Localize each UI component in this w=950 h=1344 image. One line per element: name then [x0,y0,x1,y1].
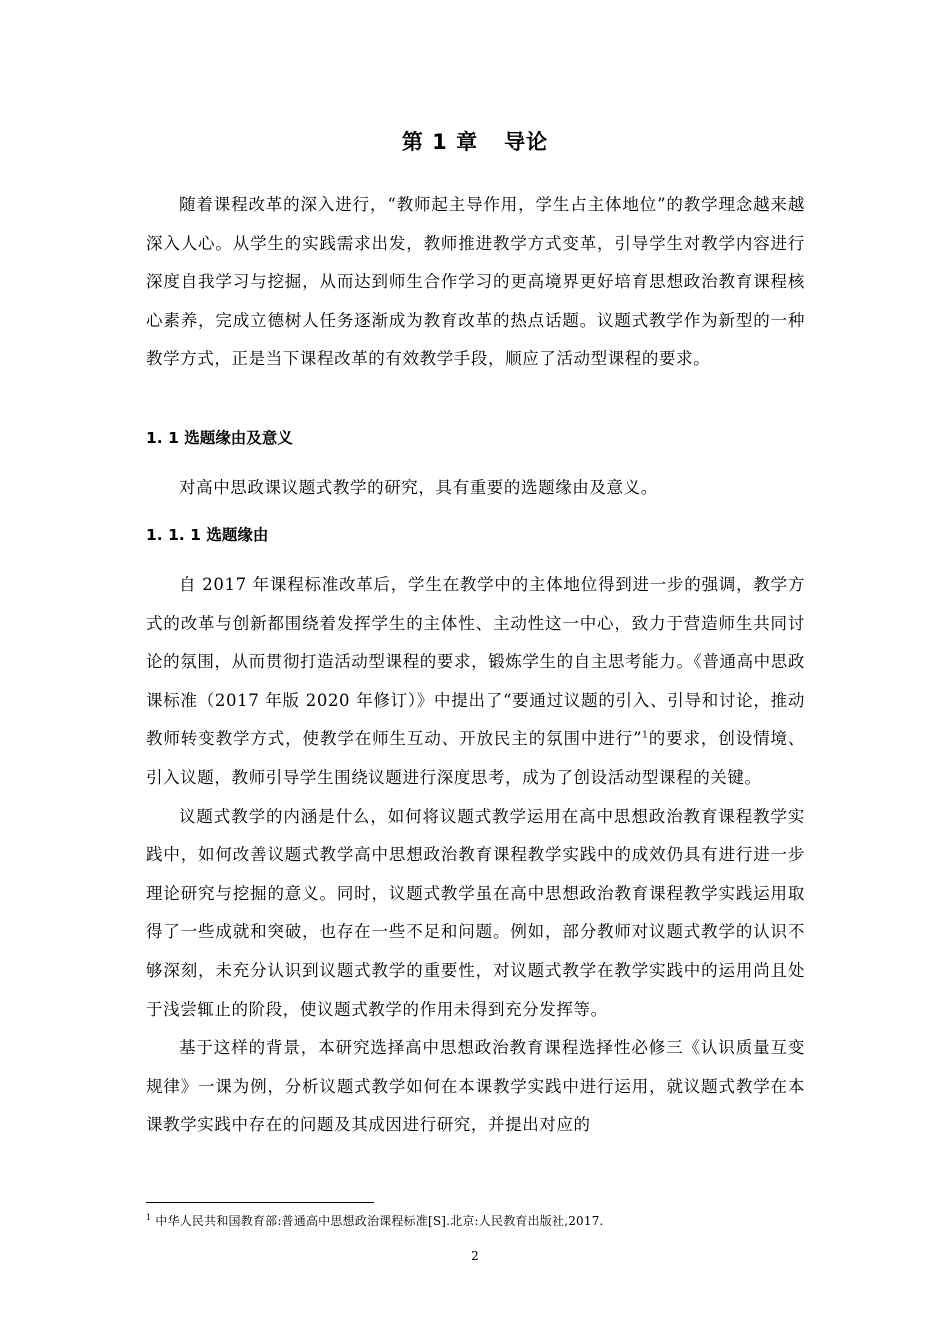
section-1-1 [146,425,805,451]
section-1-1-1 [146,522,805,548]
intro-block [146,186,805,379]
paragraph-curriculum-reform [146,566,805,798]
page-number: 2 [471,1249,479,1263]
paragraph-text-before-ref: 自 2017 年课程标准改革后，学生在教学中的主体地位得到进一步的强调，教学方式的改革与创新都围绕着发挥学生的主体性、主动性这一中心，致力于营造师生共同讨论的氛围，从而贯彻打造活动型课程的要求，锻炼学生的自主思考能力。《普通高中思政课标准（2017 年版 2020 年修订）》中提出了“要通过议题的引入、引导和讨论，推动教师转变教学方式，使教学在师生互动、开放民主的氛围中进行” [146,575,805,749]
footnote-ref-marker[interactable]: 1 [642,730,649,741]
section-heading-1-1: 1. 1 选题缘由及意义 [146,429,293,447]
paragraph-text-after-ref: 的要求，创设情境、引入议题，教师引导学生围绕议题进行深度思考，成为了创设活动型课程的关键。 [146,729,805,787]
paragraph-connotation: 议题式教学的内涵是什么，如何将议题式教学运用在高中思想政治教育课程教学实践中，如何改善议题式教学高中思想政治教育课程教学实践中的成效仍具有进行进一步理论研究与挖掘的意义。同时，议题式教学虽在高中思想政治教育课程教学实践运用取得了一些成就和突破，也存在一些不足和问题。例如，部分教师对议题式教学的认识不够深刻，未充分认识到议题式教学的重要性，对议题式教学在教学实践中的运用尚且处于浅尝辄止的阶段，使议题式教学的作用未得到充分发挥等。 [146,806,805,1019]
section-1-1-body [146,469,805,508]
paragraph-background: 基于这样的背景，本研究选择高中思想政治教育课程选择性必修三《认识质量互变规律》一课为例，分析议题式教学如何在本课教学实践中进行运用，就议题式教学在本课教学实践中存在的问题及其成因进行研究，并提出对应的 [146,1038,805,1135]
footnote [146,1212,604,1229]
section-1-1-1-body [146,566,805,1145]
footnote-marker: 1 [146,1213,152,1222]
section-1-1-paragraph: 对高中思政课议题式教学的研究，具有重要的选题缘由及意义。 [179,478,658,497]
section-heading-1-1-1: 1. 1. 1 选题缘由 [146,526,269,544]
chapter-title [0,126,950,156]
intro-paragraph: 随着课程改革的深入进行，“教师起主导作用，学生占主体地位”的教学理念越来越深入人心。从学生的实践需求出发，教师推进教学方式变革，引导学生对教学内容进行深度自我学习与挖掘，从而达到师生合作学习的更高境界更好培育思想政治教育课程核心素养，完成立德树人任务逐渐成为教育改革的热点话题。议题式教学作为新型的一种教学方式，正是当下课程改革的有效教学手段，顺应了活动型课程的要求。 [146,195,805,369]
chapter-name: 导论 [504,130,549,154]
footnote-divider [146,1202,374,1203]
chapter-number: 第 1 章 [401,130,479,154]
footnote-text: 中华人民共和国教育部:普通高中思想政治课程标准[S].北京:人民教育出版社,2017. [155,1214,604,1228]
